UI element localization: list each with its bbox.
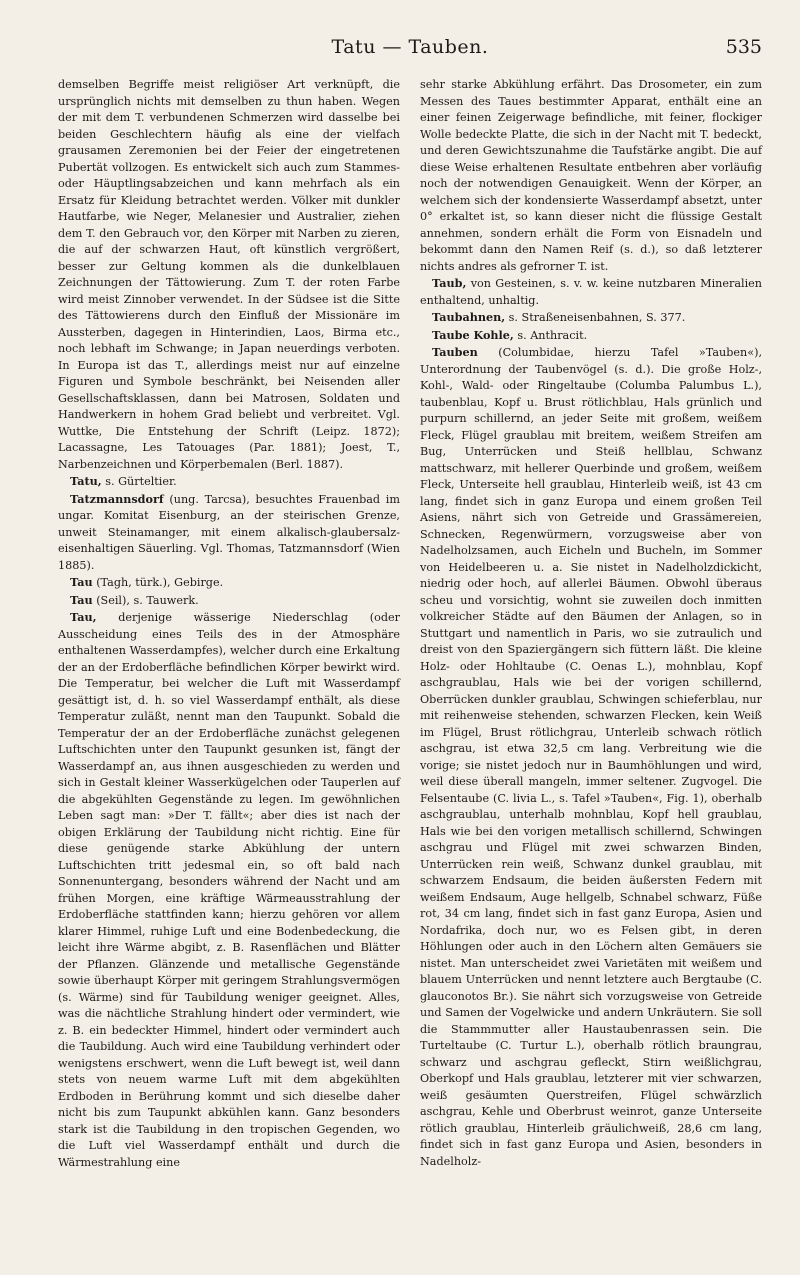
entry-text: von Gesteinen, s. v. w. keine nutzbaren Mineralien enthaltend, unhaltig. (420, 277, 762, 307)
entry-text: demselben Begriffe meist religiöser Art verknüpft, die ursprünglich nichts mit demselben zu thun haben. Wegen der mit dem T. verbundenen Schmerzen wird dasselbe bei beiden Geschlechtern häufig als eine der vielfach grausamen Zeremonien bei der Feier der eingetretenen Pubertät vollzogen. Es entwickelt sich auch zum Stammes- oder Häuptlingsabzeichen und kann mehrfach als ein Ersatz für Kleidung betrachtet werden. Völker mit dunkler Hautfarbe, wie Neger, Melanesier und Australier, ziehen dem T. den Gebrauch vor, den Körper mit Narben zu zieren, die auf der schwarzen Haut, oft künstlich vergrößert, besser zur Geltung kommen als die dunkelblauen Zeichnungen der Tättowierung. Zum T. der roten Farbe wird meist Zinnober verwendet. In der Südsee ist die Sitte des Tättowierens durch den Einfluß der Missionäre im Aussterben, dagegen in Hinterindien, Laos, Birma etc., noch lebhaft im Schwange; in Japan neuerdings verboten. In Europa ist das T., allerdings meist nur auf einzelne Figuren und Symbole beschränkt, bei Neisenden aller Gesellschaftsklassen, dann bei Matrosen, Soldaten und Handwerkern in hohem Grad beliebt und verbreitet. Vgl. Wuttke, Die Entstehung der Schrift (Leipz. 1872); Lacassagne, Les Tatouages (Par. 1881); Joest, T., Narbenzeichnen und Körperbemalen (Berl. 1887). (58, 78, 400, 471)
entry-lemma: Tauben (432, 345, 478, 359)
entry-lemma: Tatu, (70, 474, 102, 488)
entry-text: (ung. Tarcsa), besuchtes Frauenbad im ungar. Komitat Eisenburg, an der steirischen Grenze, unweit Steinamanger, mit einem alkalisch-glaubersalz-eisenhaltigen Säuerling. Vgl. Thomas, Tatzmannsdorf (Wien 1885). (58, 492, 400, 572)
entry-text: s. Straßeneisenbahnen, S. 377. (505, 311, 686, 324)
entry-lemma: Tatzmannsdorf (70, 491, 164, 506)
entry-paragraph (420, 76, 762, 275)
entry-paragraph (420, 309, 762, 327)
entry-text: (Tagh, türk.), Gebirge. (92, 576, 224, 589)
entry-text: sehr starke Abkühlung erfährt. Das Drosometer, ein zum Messen des Taues bestimmter Apparat, enthält eine an einer feinen Zeigerwage befindliche, mit feiner, flockiger Wolle bedeckte Platte, die sich in der Nacht mit T. bedeckt, und deren Gewichtszunahme die Taufstärke angibt. Die auf diese Weise erhaltenen Resultate entbehren aber vorläufig noch der notwendigen Genauigkeit. Wenn der Körper, an welchem sich der kondensierte Wasserdampf absetzt, unter 0° erkaltet ist, so kann dieser nicht die flüssige Gestalt annehmen, sondern erhält die Form von Eisnadeln und bekommt dann den Namen Reif (s. d.), so daß letzterer nichts andres als gefrorner T. ist. (420, 78, 762, 273)
right-column (420, 76, 762, 1171)
entry-text: (Seil), s. Tauwerk. (92, 593, 199, 607)
page-number: 535 (725, 36, 762, 58)
entry-paragraph (58, 491, 400, 575)
entry-text: s. Gürteltier. (101, 475, 177, 488)
entry-text: derjenige wässerige Niederschlag (oder Ausscheidung eines Teils des in der Atmosphäre enthaltenen Wasserdampfes), welcher durch eine Erkaltung der an der Erdoberfläche befindlichen Körper bewirkt wird. Die Temperatur, bei welcher die Luft mit Wasserdampf gesättigt ist, d. h. so viel Wasserdampf enthält, als diese Temperatur zuläßt, nennt man den Taupunkt. Sobald die Temperatur der an der Erdoberfläche zunächst gelegenen Luftschichten unter den Taupunkt gesunken ist, fängt der Wasserdampf an, aus ihnen ausgeschieden zu werden und sich in Gestalt kleiner Wasserkügelchen oder Tauperlen auf die abgekühlten Gegenstände zu legen. Im gewöhnlichen Leben sagt man: »Der T. fällt«; aber dies ist nach der obigen Erklärung der Taubildung nicht richtig. Eine für diese genügende starke Abkühlung der untern Luftschichten tritt jedesmal ein, so oft bald nach Sonnenuntergang, besonders während der Nacht und am frühen Morgen, eine kräftige Wärmeausstrahlung der Erdoberfläche stattfinden kann; hierzu gehören vor allem klarer Himmel, ruhige Luft und eine Bodenbedeckung, die leicht ihre Wärme abgibt, z. B. Rasenflächen und Blätter der Pflanzen. Glänzende und metallische Gegenstände sowie überhaupt Körper mit geringem Strahlungsvermögen (s. Wärme) sind für Taubildung weniger geeignet. Alles, was die nächtliche Strahlung hindert oder vermindert, wie z. B. ein bedeckter Himmel, hindert oder vermindert auch die Taubildung. Auch wird eine Taubildung verhindert oder wenigstens erschwert, wenn die Luft bewegt ist, weil dann stets von neuem warme Luft mit dem abgekühlten Erdboden in Berührung kommt und sich dieselbe daher nicht bis zum Taupunkt abkühlen kann. Ganz besonders stark ist die Taubildung in den tropischen Gegenden, wo die Luft viel Wasserdampf enthält und durch die Wärmestrahlung eine (58, 611, 400, 1169)
entry-text: (Columbidae, hierzu Tafel »Tauben«), Unterordnung der Taubenvögel (s. d.). Die große Holz-, Kohl-, Wald- oder Ringeltaube (Columba Palumbus L.), taubenblau, Kopf u. Brust rötlichblau, Hals grünlich und purpurn schillernd, an jeder Seite mit großem, weißem Fleck, Flügel graublau mit breitem, weißem Streifen am Bug, Unterrücken und Steiß hellblau, Schwanz mattschwarz, mit hellerer Querbinde und großem, weißem Fleck, Unterseite hell graublau, Hinterleib weiß, ist 43 cm lang, findet sich in ganz Europa und einem großen Teil Asiens, nährt sich von Getreide und Grassämereien, Schnecken, Regenwürmern, vorzugsweise aber von Nadelholzsamen, auch Eicheln und Bucheln, im Sommer von Heidelbeeren u. a. Sie nistet in Nadelholzdickicht, niedrig oder hoch, auf allerlei Bäumen. Obwohl überaus scheu und vorsichtig, wohnt sie zuweilen doch inmitten volkreicher Städte auf den Bäumen der Anlagen, so in Stuttgart und namentlich in Paris, wo sie zutraulich und dreist von den Spaziergängern sich füttern läßt. Die kleine Holz- oder Hohltaube (C. Oenas L.), mohnblau, Kopf aschgraublau, Hals wie bei der vorigen schillernd, Oberrücken dunkler graublau, Schwingen schieferblau, nur mit reihenweise stehenden, schwarzen Flecken, kein Weiß im Flügel, Brust rötlichgrau, Unterleib schwach rötlich aschgrau, ist etwa 32,5 cm lang. Verbreitung wie die vorige; sie nistet jedoch nur in Baumhöhlungen und wird, weil diese überall mangeln, immer seltener. Zugvogel. Die Felsentaube (C. livia L., s. Tafel »Tauben«, Fig. 1), oberhalb aschgraublau, unterhalb mohnblau, Kopf hell graublau, Hals wie bei den vorigen metallisch schillernd, Schwingen aschgrau und Flügel mit zwei schwarzen Binden, Unterrücken rein weiß, Schwanz dunkel graublau, mit schwarzem Endsaum, die beiden äußersten Federn mit weißem Endsaum, Auge hellgelb, Schnabel schwarz, Füße rot, 34 cm lang, findet sich in fast ganz Europa, Asien und Nordafrika, doch nur, wo es Felsen gibt, in deren Höhlungen oder auch in den Löchern alten Gemäuers sie nistet. Man unterscheidet zwei Varietäten mit weißem und blauem Unterrücken und nennt letztere auch Bergtaube (C. glauconotos Br.). Sie nährt sich vorzugsweise von Getreide und Samen der Vogelwicke und andern Unkräutern. Sie soll die Stammmutter aller Haustaubenrassen sein. Die Turteltaube (C. Turtur L.), oberhalb rötlich braungrau, schwarz und aschgrau gefleckt, Stirn weißlichgrau, Oberkopf und Hals graublau, letzterer mit vier schwarzen, weiß gesäumten Querstreifen, Flügel schwärzlich aschgrau, Kehle und Oberbrust weinrot, ganze Unterseite rötlich graublau, Hinterleib gräulichweiß, 28,6 cm lang, findet sich in fast ganz Europa und Asien, besonders in Nadelholz- (420, 346, 762, 1168)
entry-lemma: Tau (70, 592, 93, 607)
page-header (58, 36, 762, 62)
entry-paragraph (58, 574, 400, 592)
entry-text: s. Anthracit. (513, 328, 588, 342)
entry-lemma: Taubahnen, (432, 310, 506, 324)
entry-lemma: Taube Kohle, (432, 327, 514, 342)
entry-paragraph (58, 76, 400, 473)
entry-paragraph (58, 609, 400, 1171)
entry-paragraph (58, 473, 400, 491)
entry-paragraph (58, 592, 400, 610)
left-column (58, 76, 400, 1171)
entry-paragraph (420, 275, 762, 309)
entry-lemma: Tau, (70, 610, 97, 624)
entry-paragraph (420, 327, 762, 345)
entry-lemma: Tau (70, 575, 93, 589)
text-columns (58, 76, 762, 1171)
running-head: Tatu — Tauben. (331, 36, 489, 58)
entry-lemma: Taub, (432, 276, 467, 290)
entry-paragraph (420, 344, 762, 1170)
